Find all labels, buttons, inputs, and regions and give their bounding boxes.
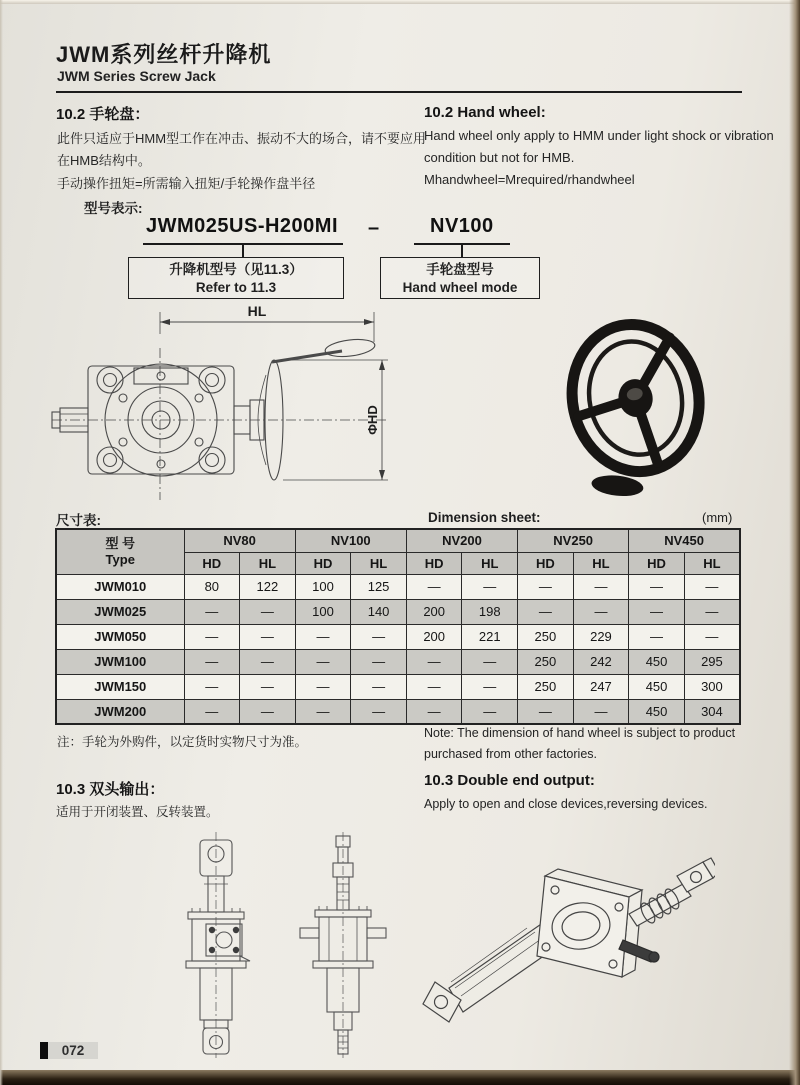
row-type-label: JWM025 xyxy=(56,599,184,624)
section-10-2-body-en-line2: condition but not for HMB. xyxy=(424,150,575,165)
double-end-jack-isometric-drawing xyxy=(415,836,715,1041)
table-cell: — xyxy=(295,649,351,674)
dim-label-hl: HL xyxy=(247,303,267,319)
page-number: 072 xyxy=(48,1042,98,1059)
section-10-2-body-en-line3: Mhandwheel=Mrequired/rhandwheel xyxy=(424,172,635,187)
col-group-nv450: NV450 xyxy=(629,529,740,552)
col-header-type-cn: 型 号 xyxy=(105,535,136,551)
table-cell: — xyxy=(518,699,574,724)
handwheel-model-box-line2: Hand wheel mode xyxy=(402,280,518,295)
sub-header-hd: HD xyxy=(518,552,574,574)
photo-edge-bottom xyxy=(0,1070,800,1085)
dimension-sheet-label-cn: 尺寸表: xyxy=(56,513,101,528)
table-cell: — xyxy=(684,574,740,599)
handwheel-dimension-drawing xyxy=(50,300,395,512)
table-cell: 200 xyxy=(406,624,462,649)
table-cell: 300 xyxy=(684,674,740,699)
row-type-label: JWM010 xyxy=(56,574,184,599)
section-10-3-heading-en: 10.3 Double end output: xyxy=(424,772,595,789)
dim-label-hd: ΦHD xyxy=(365,405,380,435)
section-10-3-heading-cn: 10.3 双头输出： xyxy=(56,781,165,798)
table-cell: — xyxy=(184,599,240,624)
sub-header-hl: HL xyxy=(351,552,407,574)
table-cell: — xyxy=(351,699,407,724)
jack-model-box xyxy=(128,257,344,299)
jack-model-box-line2: Refer to 11.3 xyxy=(195,280,277,295)
table-cell: 250 xyxy=(518,674,574,699)
table-cell: — xyxy=(629,624,685,649)
handwheel-photo xyxy=(548,308,738,503)
page-number-bar xyxy=(40,1042,48,1059)
table-cell: 450 xyxy=(629,674,685,699)
handwheel-model-code: NV100 xyxy=(430,215,494,237)
table-cell: 125 xyxy=(351,574,407,599)
table-cell: — xyxy=(406,574,462,599)
table-cell: — xyxy=(462,674,518,699)
section-10-2-body-en-line1: Hand wheel only apply to HMM under light shock or vibration xyxy=(424,128,774,143)
photo-edge-left xyxy=(0,0,3,1085)
sub-header-hd: HD xyxy=(184,552,240,574)
dimension-table-body xyxy=(56,574,740,724)
table-cell: — xyxy=(518,599,574,624)
table-cell: 304 xyxy=(684,699,740,724)
table-cell: 100 xyxy=(295,599,351,624)
col-group-nv200: NV200 xyxy=(406,529,517,552)
table-row xyxy=(56,674,740,699)
col-group-nv250: NV250 xyxy=(518,529,629,552)
table-note-en-line1: Note: The dimension of hand wheel is subject to product xyxy=(424,726,736,740)
table-cell: — xyxy=(295,624,351,649)
dimension-sheet-unit: (mm) xyxy=(702,510,733,525)
table-cell: — xyxy=(184,624,240,649)
dimension-sheet-label-en: Dimension sheet: xyxy=(428,510,541,525)
table-note-en-line2: purchased from other factories. xyxy=(424,747,597,761)
table-cell: 250 xyxy=(518,649,574,674)
table-cell: — xyxy=(573,599,629,624)
table-row xyxy=(56,649,740,674)
section-10-2-body-cn-line1: 此件只适应于HMM型工作在冲击、振动不大的场合，请不要应用 xyxy=(57,131,427,146)
table-cell: — xyxy=(684,599,740,624)
table-cell: — xyxy=(295,674,351,699)
table-cell: — xyxy=(240,624,296,649)
row-type-label: JWM050 xyxy=(56,624,184,649)
table-note-cn: 注：手轮为外购件，以定货时实物尺寸为准。 xyxy=(57,735,308,749)
table-cell: 80 xyxy=(184,574,240,599)
jack-model-code: JWM025US-H200MI xyxy=(146,215,339,237)
table-cell: 100 xyxy=(295,574,351,599)
table-cell: — xyxy=(629,574,685,599)
table-cell: 229 xyxy=(573,624,629,649)
table-cell: — xyxy=(240,674,296,699)
handwheel-model-box xyxy=(380,257,540,299)
section-10-3-body-en: Apply to open and close devices,reversing devices. xyxy=(424,797,708,811)
table-cell: — xyxy=(462,699,518,724)
sub-header-hl: HL xyxy=(684,552,740,574)
table-cell: — xyxy=(184,699,240,724)
table-cell: — xyxy=(462,649,518,674)
table-cell: 250 xyxy=(518,624,574,649)
table-cell: — xyxy=(240,599,296,624)
table-row xyxy=(56,574,740,599)
table-cell: 221 xyxy=(462,624,518,649)
dimension-table xyxy=(55,528,741,725)
table-cell: 198 xyxy=(462,599,518,624)
table-cell: — xyxy=(351,674,407,699)
connector-line-wheel xyxy=(461,244,463,257)
section-10-2-body-cn-line3: 手动操作扭矩=所需输入扭矩/手轮操作盘半径 xyxy=(57,176,316,191)
sub-header-hl: HL xyxy=(240,552,296,574)
table-cell: — xyxy=(351,649,407,674)
section-10-2-body-cn-line2: 在HMB结构中。 xyxy=(57,153,151,168)
section-10-2-heading-cn: 10.2 手轮盘： xyxy=(56,106,150,123)
col-group-nv100: NV100 xyxy=(295,529,406,552)
table-cell: — xyxy=(406,674,462,699)
table-cell: 450 xyxy=(629,699,685,724)
table-row xyxy=(56,699,740,724)
photo-edge-top xyxy=(0,0,800,4)
table-cell: — xyxy=(629,599,685,624)
page-title-en: JWM Series Screw Jack xyxy=(57,68,216,84)
table-row xyxy=(56,624,740,649)
title-divider xyxy=(56,91,742,93)
col-group-nv80: NV80 xyxy=(184,529,295,552)
table-cell: 140 xyxy=(351,599,407,624)
table-cell: — xyxy=(573,699,629,724)
page-title-cn: JWM系列丝杆升降机 xyxy=(56,42,272,67)
table-cell: 247 xyxy=(573,674,629,699)
table-cell: — xyxy=(406,649,462,674)
table-cell: 450 xyxy=(629,649,685,674)
table-cell: — xyxy=(684,624,740,649)
model-separator-dash: – xyxy=(368,217,380,239)
table-cell: — xyxy=(184,649,240,674)
col-header-type-en: Type xyxy=(105,551,135,567)
connector-line-jack xyxy=(242,244,244,257)
jack-model-box-line1: 升降机型号（见11.3） xyxy=(169,262,303,277)
table-cell: — xyxy=(573,574,629,599)
table-cell: 295 xyxy=(684,649,740,674)
col-header-type xyxy=(56,529,184,574)
handwheel-model-box-line1: 手轮盘型号 xyxy=(426,262,494,277)
section-10-3-body-cn: 适用于开闭装置、反转装置。 xyxy=(56,805,219,819)
sub-header-hd: HD xyxy=(629,552,685,574)
table-cell: — xyxy=(240,649,296,674)
sub-header-hl: HL xyxy=(462,552,518,574)
table-cell: — xyxy=(518,574,574,599)
table-cell: — xyxy=(295,699,351,724)
table-cell: 122 xyxy=(240,574,296,599)
sub-header-hd: HD xyxy=(406,552,462,574)
row-type-label: JWM100 xyxy=(56,649,184,674)
table-cell: 200 xyxy=(406,599,462,624)
table-cell: — xyxy=(351,624,407,649)
sub-header-hd: HD xyxy=(295,552,351,574)
table-cell: — xyxy=(462,574,518,599)
photo-edge-right xyxy=(789,0,800,1085)
table-cell: 242 xyxy=(573,649,629,674)
double-end-jack-front-views-drawing xyxy=(148,832,416,1058)
row-type-label: JWM150 xyxy=(56,674,184,699)
model-designation-label: 型号表示: xyxy=(84,201,143,216)
table-cell: — xyxy=(406,699,462,724)
section-10-2-heading-en: 10.2 Hand wheel: xyxy=(424,104,546,121)
sub-header-hl: HL xyxy=(573,552,629,574)
row-type-label: JWM200 xyxy=(56,699,184,724)
table-cell: — xyxy=(184,674,240,699)
table-cell: — xyxy=(240,699,296,724)
table-row xyxy=(56,599,740,624)
